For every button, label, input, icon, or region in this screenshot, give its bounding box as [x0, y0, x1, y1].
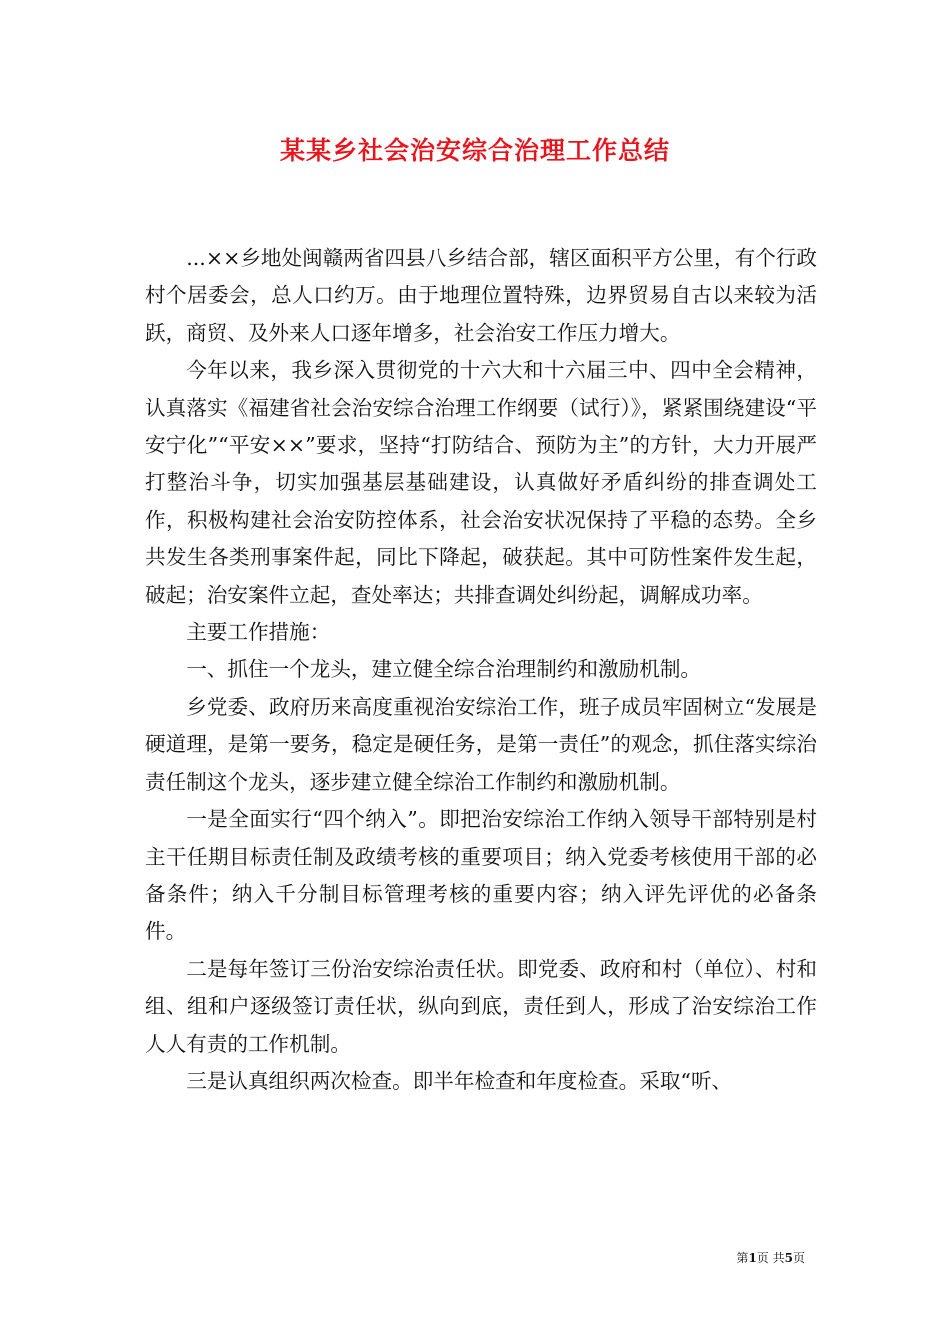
paragraph-responsibility-letters: 二是每年签订三份治安综治责任状。即党委、政府和村（单位）、村和组、组和户逐级签订责任状，纵向到底，责任到人，形成了治安综治工作人人有责的工作机制。 — [145, 956, 817, 1056]
page-number-footer — [736, 1250, 805, 1266]
document-title: 某某乡社会治安综合治理工作总结 — [279, 136, 670, 165]
footer-total-pages: 5 — [784, 1251, 793, 1265]
footer-prefix: 第 — [736, 1251, 749, 1265]
footer-suffix: 页 — [792, 1251, 805, 1265]
paragraph-inspections: 三是认真组织两次检查。即半年检查和年度检查。采取“听、 — [186, 1068, 733, 1093]
paragraph-intro: ...××乡地处闽赣两省四县八乡结合部，辖区面积平方公里，有个行政村个居委会，总人口约万。由于地理位置特殊，边界贸易自古以来较为活跃，商贸、及外来人口逐年增多，社会治安工作压力增大。 — [145, 246, 817, 345]
paragraph-measures-heading: 主要工作措施： — [186, 620, 331, 645]
footer-middle: 页 共 — [756, 1251, 785, 1265]
paragraph-leadership: 乡党委、政府历来高度重视治安综治工作，班子成员牢固树立“发展是硬道理，是第一要务，稳定是硬任务，是第一责任”的观念，抓住落实综治责任制这个龙头，逐步建立健全综治工作制约和激励机制。 — [145, 694, 817, 794]
paragraph-four-inclusions: 一是全面实行“四个纳入”。即把治安综治工作纳入领导干部特别是村主干任期目标责任制及政绩考核的重要项目；纳入党委考核使用干部的必备条件；纳入千分制目标管理考核的重要内容；纳入评先评优的必备条件。 — [145, 807, 817, 944]
document-body — [145, 240, 817, 1100]
paragraph-overview: 今年以来，我乡深入贯彻党的十六大和十六届三中、四中全会精神，认真落实《福建省社会治安综合治理工作纲要（试行）》，紧紧围绕建设“平安宁化”“平安××”要求，坚持“打防结合、预防为主”的方针，大力开展严打整治斗争，切实加强基层基础建设，认真做好矛盾纠纷的排查调处工作，积极构建社会治安防控体系，社会治安状况保持了平稳的态势。全乡共发生各类刑事案件起，同比下降起，破获起。其中可防性案件发生起，破起；治安案件立起，查处率达；共排查调处纠纷起，调解成功率。 — [145, 358, 817, 607]
footer-current-page: 1 — [748, 1251, 757, 1265]
paragraph-section-one-heading: 一、抓住一个龙头，建立健全综合治理制约和激励机制。 — [186, 657, 702, 682]
